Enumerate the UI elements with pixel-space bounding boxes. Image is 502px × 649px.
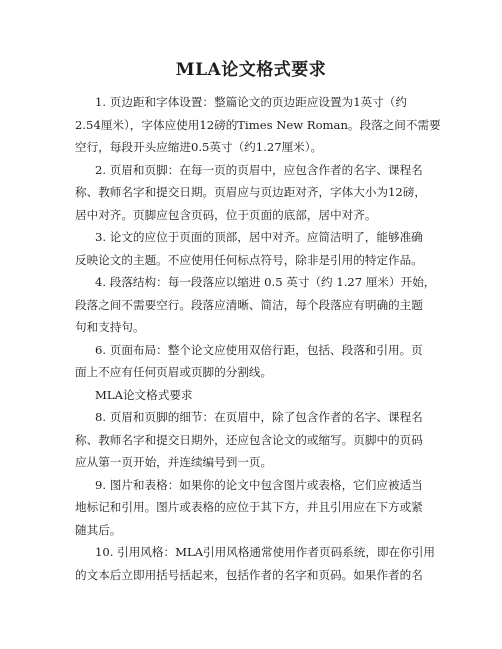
text-line: 面上不应有任何页眉或页脚的分割线。: [75, 365, 273, 379]
text-line: 3. 论文的应位于页面的顶部，居中对齐。应简洁明了，能够准确: [95, 230, 423, 244]
text-line: 反映论文的主题。不应使用任何标点符号，除非是引用的特定作品。: [75, 253, 423, 267]
text-line: 地标记和引用。图片或表格的应位于其下方，并且引用应在下方或紧: [75, 500, 423, 514]
text-line: 居中对齐。页脚应包含页码，位于页面的底部，居中对齐。: [75, 208, 377, 222]
text-line: 句和支持句。: [75, 320, 145, 334]
text-line: 应从第一页开始，并连续编号到一页。: [75, 455, 273, 469]
text-line: 8. 页眉和页脚的细节：在页眉中，除了包含作者的名字、课程名: [95, 410, 423, 424]
text-line: 随其后。: [75, 523, 122, 537]
text-line: 空行，每段开头应缩进0.5英寸（约1.27厘米）。: [75, 140, 323, 154]
text-line: 2.54厘米），字体应使用12磅的Times New Roman。段落之间不需要: [75, 118, 441, 132]
text-line: 9. 图片和表格：如果你的论文中包含图片或表格，它们应被适当: [95, 478, 423, 492]
text-line: 4. 段落结构：每一段落应以缩进 0.5 英寸（约 1.27 厘米）开始，: [95, 275, 436, 289]
text-line: 段落之间不需要空行。段落应清晰、简洁，每个段落应有明确的主题: [75, 298, 423, 312]
document-title: MLA论文格式要求: [175, 60, 327, 80]
text-line: 2. 页眉和页脚：在每一页的页眉中，应包含作者的名字、课程名: [95, 163, 423, 177]
text-line: 的文本后立即用括号括起来，包括作者的名字和页码。如果作者的名: [75, 568, 423, 582]
text-line: 10. 引用风格：MLA引用风格通常使用作者页码系统，即在你引用: [95, 545, 435, 559]
text-line: 6. 页面布局：整个论文应使用双倍行距，包括、段落和引用。页: [95, 343, 423, 357]
text-line: 称、教师名字和提交日期外，还应包含论文的或缩写。页脚中的页码: [75, 433, 423, 447]
text-line: 1. 页边距和字体设置：整篇论文的页边距应设置为1英寸（约: [95, 95, 407, 109]
text-line: MLA论文格式要求: [95, 388, 193, 402]
text-line: 称、教师名字和提交日期。页眉应与页边距对齐，字体大小为12磅，: [75, 185, 426, 199]
